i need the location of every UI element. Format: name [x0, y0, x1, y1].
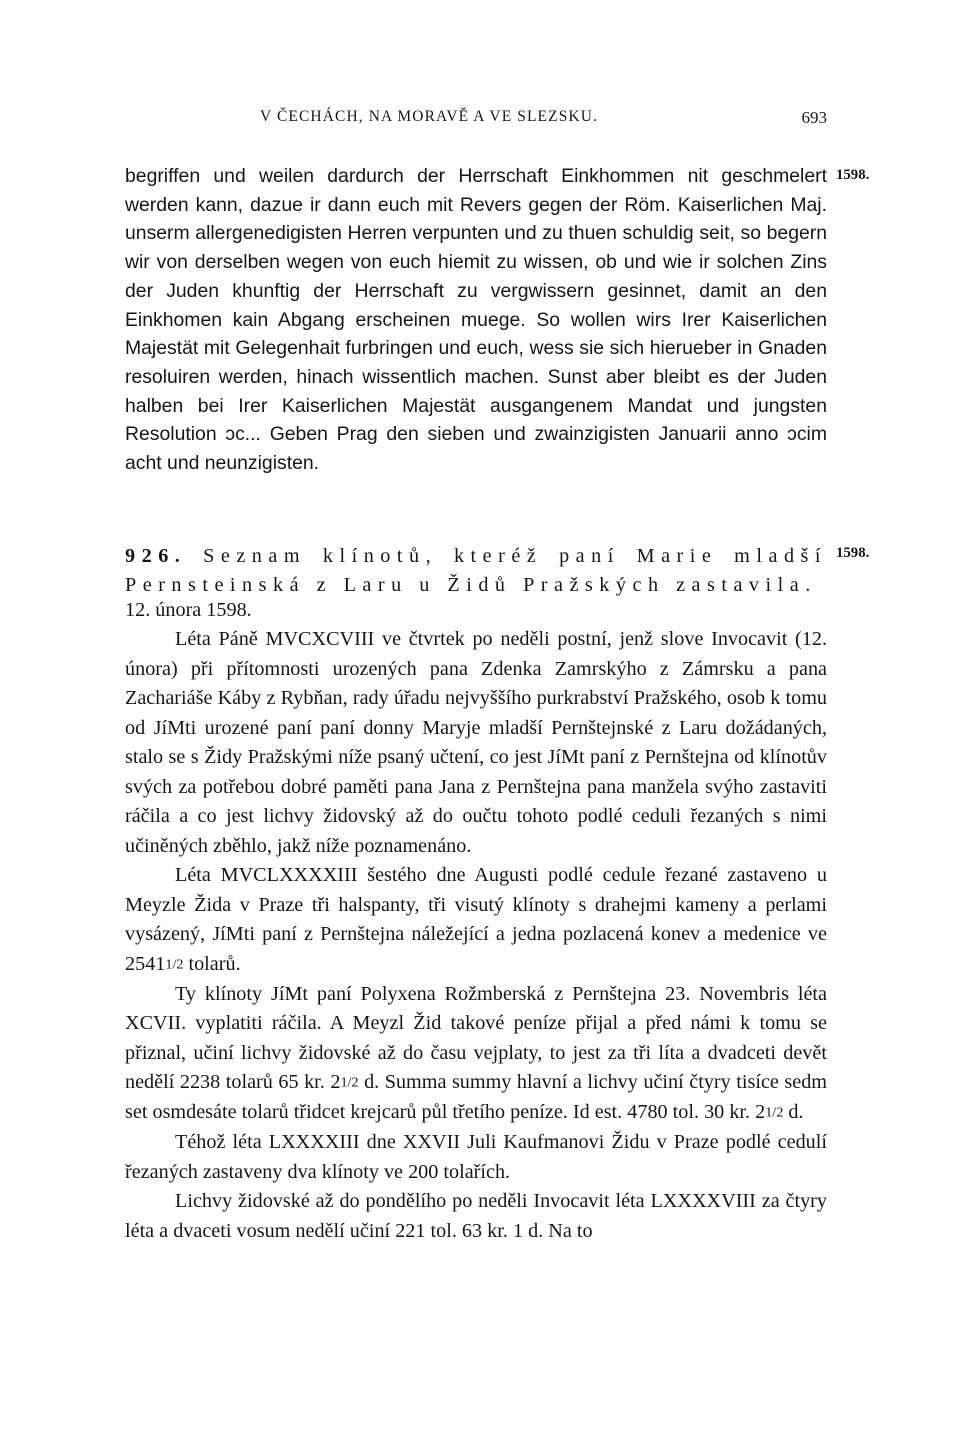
document-body	[125, 625, 827, 1246]
paragraph: Lichvy židovské až do pondělího po neděli Invocavit léta LXXXXVIII za čtyry léta a dvaceti vosum nedělí učiní 221 tol. 63 kr. 1 d. Na to	[125, 1190, 827, 1242]
paragraph: Téhož léta LXXXXIII dne XXVII Juli Kaufmanovi Židu v Praze podlé cedulí řezaných zastaveny dva klínoty ve 200 tolařích.	[125, 1131, 827, 1183]
amount: 2	[330, 1071, 341, 1094]
paragraph: Léta MVCLXXXXIII šestého dne Augusti podlé cedule řezané zastaveno u Meyzle Žida v Praze tři halspanty, tři visutý klínoty s drahejmi kameny a perlami vysázený, JíMti paní z Pernštejna náležející a jedna pozlacená konev a medenice ve 25411/2 tolarů.	[125, 864, 827, 975]
running-head	[125, 108, 827, 132]
document-number: 926.	[125, 545, 187, 567]
document-date: 12. února 1598.	[125, 599, 252, 621]
german-letter-text: begriffen und weilen dardurch der Herrschaft Einkhommen nit geschmelert werden kann, dazue ir dann euch mit Revers gegen der Röm. Kaiserlichen Maj. unserm allergenedigisten Herren verpunten und zu thuen schuldig seit, so begern wir von derselben wegen von euch hiemit zu wissen, ob und wie ir solchen Zins der Juden khunftig der Herrschaft zu vergwissern gesinnet, damit an den Einkhomen kain Abgang erscheinen muege. So wollen wirs Irer Kaiserlichen Majestät mit Gelegenhait furbringen und euch, wess sie sich hierueber in Gnaden resoluiren werden, hinach wissentlich machen. Sunst aber bleibt es der Juden halben bei Irer Kaiserlichen Majestät ausgangenem Mandat und jungsten Resolution ɔc... Geben Prag den sieben und zwainzigisten Januarii anno ɔcim acht und neunzigisten.	[125, 165, 827, 475]
document-title: Seznam klínotů, kteréž paní Marie mladší Pernsteinská z Laru u Židů Pražských zastavila.	[125, 545, 828, 596]
fraction: 1/2	[765, 1104, 784, 1121]
fraction: 1/2	[165, 956, 184, 973]
paragraph: Ty klínoty JíMt paní Polyxena Rožmberská z Pernštejna 23. Novembris léta XCVII. vyplatiti ráčila. A Meyzl Žid takové peníze přijal a před námi k tomu se přiznal, učiní lichvy židovské až do času vejplaty, to jest za tři líta a dvadceti devět nedělí 2238 tolarů 65 kr. 21/2 d. Summa summy hlavní a lichvy učiní čtyry tisíce sedm set osmdesáte tolarů třidcet krejcarů půl třetího peníze. Id est. 4780 tol. 30 kr. 21/2 d.	[125, 982, 828, 1124]
margin-year: 1598.	[836, 167, 870, 183]
paragraph: Léta Páně MVCXCVIII ve čtvrtek po neděli postní, jenž slove Invocavit (12. února) při přítomnosti urozených pana Zdenka Zamrskýho z Zámrsku a pana Zachariáše Káby z Rybňan, rady úřadu nejvyššího purkrabství Pražského, osob k tomu od JíMti urozené paní paní donny Maryje mladší Pernštejnské z Laru dožádaných, stalo se s Židy Pražskými níže psaný učtení, co jest JíMt paní z Pernštejna od klínotův svých za potřebou dobré paměti pana Jana z Pernštejna pana manžela svýho zastaviti ráčila a co jest lichvy židovský až do oučtu tohoto podlé ceduli řezaných s nimi učiněných zběhlo, jakž níže poznamenáno.	[125, 628, 827, 857]
amount: 2	[755, 1101, 766, 1124]
amount: 2541	[125, 952, 166, 975]
page-number: 693	[801, 108, 827, 127]
document-heading	[125, 542, 827, 600]
margin-year: 1598.	[836, 545, 870, 561]
fraction: 1/2	[340, 1074, 359, 1091]
running-title: V ČECHÁCH, NA MORAVĚ A VE SLEZSKU.	[260, 108, 598, 125]
